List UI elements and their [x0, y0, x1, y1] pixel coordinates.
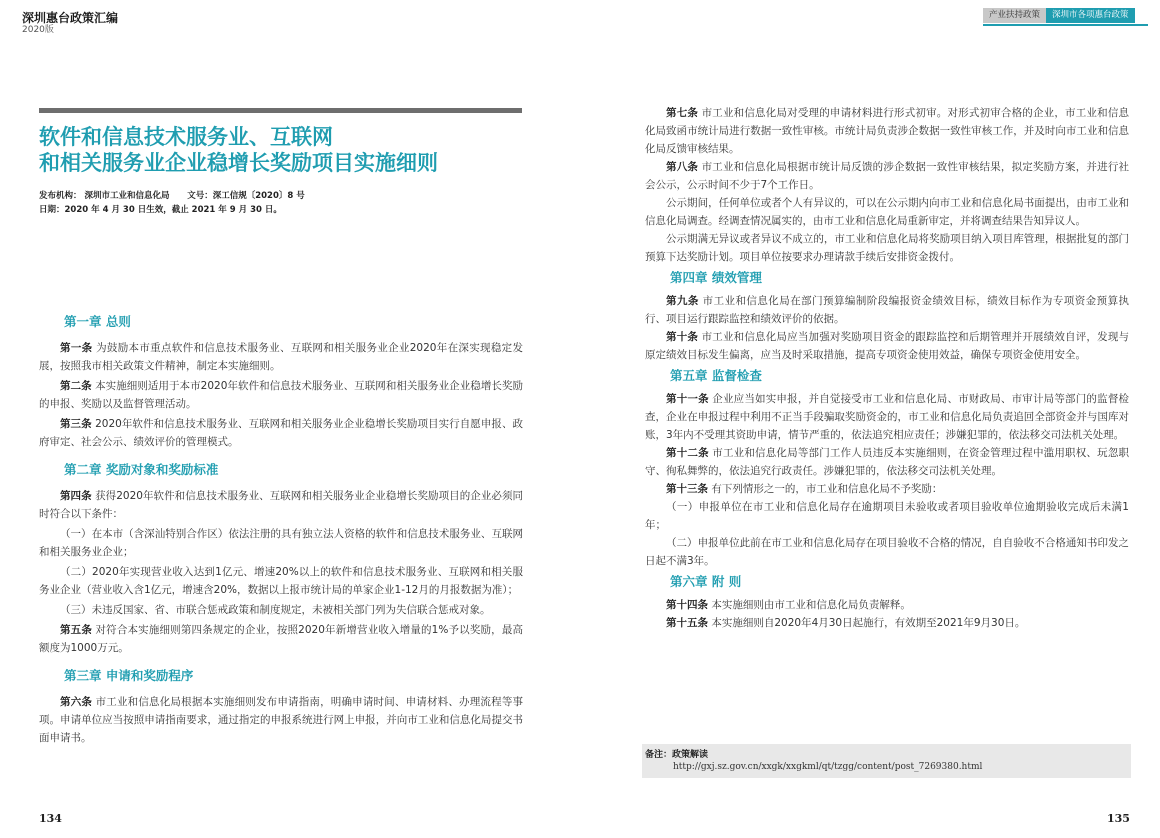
note-label: 备注：政策解读 — [645, 750, 709, 760]
article-8: 第八条 市工业和信息化局根据市统计局反馈的涉企数据一致性审核结果，拟定奖励方案，并进行社会公示，公示时间不少于7个工作日。 — [645, 161, 1130, 191]
article-10: 第十条 市工业和信息化局应当加强对奖励项目资金的跟踪监控和后期管理并开展绩效自评，发现与原定绩效目标发生偏离，应当及时采取措施，提高专项资金使用效益，确保专项资金使用安全。 — [645, 331, 1130, 361]
page-number-left: 134 — [39, 812, 62, 825]
book-title: 深圳惠台政策汇编 — [22, 11, 119, 25]
article-7: 第七条 市工业和信息化局对受理的申请材料进行形式初审。对形式初审合格的企业，市工业和信息化局致函市统计局进行数据一致性审核。市统计局负责涉企数据一致性审核工作，并及时向市工业和信息化局反馈审核结果。 — [645, 107, 1130, 155]
chapter-1-heading: 第一章 总则 — [64, 314, 131, 329]
article-4-item-1: （一）在本市（含深汕特别合作区）依法注册的具有独立法人资格的软件和信息技术服务业、互联网和相关服务业企业； — [39, 528, 523, 558]
article-1: 第一条 为鼓励本市重点软件和信息技术服务业、互联网和相关服务业企业2020年在深实现稳定发展，按照我市相关政策文件精神，制定本实施细则。 — [39, 342, 523, 372]
article-4-item-3: （三）未违反国家、省、市联合惩戒政策和制度规定，未被相关部门列为失信联合惩戒对象。 — [60, 604, 491, 616]
right-column — [645, 104, 1129, 632]
article-2: 第二条 本实施细则适用于本市2020年软件和信息技术服务业、互联网和相关服务业企业稳增长奖励的申报、奖励以及监督管理活动。 — [39, 380, 524, 410]
title-bar-decoration — [39, 108, 522, 113]
article-14: 第十四条 本实施细则由市工业和信息化局负责解释。 — [666, 599, 911, 611]
publisher-meta: 发布机构： 深圳市工业和信息化局 文号：深工信规〔2020〕8 号 — [39, 191, 305, 201]
title-line-1: 软件和信息技术服务业、互联网 — [39, 125, 333, 149]
article-13: 第十三条 有下列情形之一的，市工业和信息化局不予奖励： — [666, 483, 943, 495]
page-number-right: 135 — [1107, 812, 1130, 825]
tab-shenzhen-taiwan-policy[interactable]: 深圳市各项惠台政策 — [1046, 8, 1135, 23]
article-12: 第十二条 市工业和信息化局等部门工作人员违反本实施细则，在资金管理过程中滥用职权、玩忽职守、徇私舞弊的，依法追究行政责任。涉嫌犯罪的，依法移交司法机关处理。 — [645, 447, 1130, 477]
chapter-2-heading: 第二章 奖励对象和奖励标准 — [64, 462, 219, 477]
article-11: 第十一条 企业应当如实申报，并自觉接受市工业和信息化局、市财政局、市审计局等部门的监督检查，企业在申报过程中利用不正当手段骗取奖励资金的，市工业和信息化局负责追回全部资金并与国库对账，3年内不受理其资助申请，情节严重的，依法追究相应责任；涉嫌犯罪的，依法移交司法机关处理。 — [645, 393, 1130, 441]
article-13-item-2: （二）申报单位此前在市工业和信息化局存在项目验收不合格的情况，自自验收不合格通知书印发之日起不满3年。 — [645, 537, 1129, 567]
section-tabs — [983, 8, 1135, 23]
title-line-2: 和相关服务业企业稳增长奖励项目实施细则 — [39, 151, 438, 175]
tab-industry-policy[interactable]: 产业扶持政策 — [983, 8, 1046, 23]
article-4: 第四条 获得2020年软件和信息技术服务业、互联网和相关服务业企业稳增长奖励项目的企业必须同时符合以下条件： — [39, 490, 524, 520]
article-15: 第十五条 本实施细则自2020年4月30日起施行，有效期至2021年9月30日。 — [666, 617, 1026, 629]
left-column — [39, 309, 523, 749]
article-5: 第五条 对符合本实施细则第四条规定的企业，按照2020年新增营业收入增量的1%予以奖励，最高额度为1000万元。 — [39, 624, 523, 654]
article-8-para-2: 公示期间，任何单位或者个人有异议的，可以在公示期内向市工业和信息化局书面提出，由市工业和信息化局调查。经调查情况属实的，由市工业和信息化局重新审定，并将调查结果告知异议人。 — [645, 197, 1129, 227]
date-meta: 日期：2020 年 4 月 30 日生效，截止 2021 年 9 月 30 日。 — [39, 205, 282, 215]
note-box — [642, 744, 1131, 778]
edition-label: 2020版 — [22, 25, 54, 35]
header-rule — [983, 24, 1148, 26]
chapter-5-heading: 第五章 监督检查 — [670, 368, 762, 383]
article-6: 第六条 市工业和信息化局根据本实施细则发布申请指南，明确申请时间、申请材料、办理流程等事项。申请单位应当按照申请指南要求，通过指定的申报系统进行网上申报，并向市工业和信息化局提交书面申请书。 — [39, 696, 524, 744]
article-9: 第九条 市工业和信息化局在部门预算编制阶段编报资金绩效目标，绩效目标作为专项资金预算执行、项目运行跟踪监控和绩效评价的依据。 — [645, 295, 1130, 325]
article-8-para-3: 公示期满无异议或者异议不成立的，市工业和信息化局将奖励项目纳入项目库管理，根据批复的部门预算下达奖励计划。项目单位按要求办理请款手续后安排资金拨付。 — [645, 233, 1129, 263]
chapter-6-heading: 第六章 附 则 — [670, 574, 742, 589]
policy-interpretation-link[interactable]: http://gxj.sz.gov.cn/xxgk/xxgkml/qt/tzgg/content/post_7269380.html — [673, 762, 983, 772]
chapter-4-heading: 第四章 绩效管理 — [670, 270, 762, 285]
article-3: 第三条 2020年软件和信息技术服务业、互联网和相关服务业企业稳增长奖励项目实行自愿申报、政府审定、社会公示、绩效评价的管理模式。 — [39, 418, 524, 448]
chapter-3-heading: 第三章 申请和奖励程序 — [64, 668, 194, 683]
article-13-item-1: （一）申报单位在市工业和信息化局存在逾期项目未验收或者项目验收单位逾期验收完成后未满1年； — [645, 501, 1129, 531]
document-title — [39, 124, 539, 176]
article-4-item-2: （二）2020年实现营业收入达到1亿元、增速20%以上的软件和信息技术服务业、互联网和相关服务业企业（营业收入含1亿元，增速含20%，数据以上报市统计局的单家企业1-12月的月报数据为准）； — [39, 566, 523, 596]
